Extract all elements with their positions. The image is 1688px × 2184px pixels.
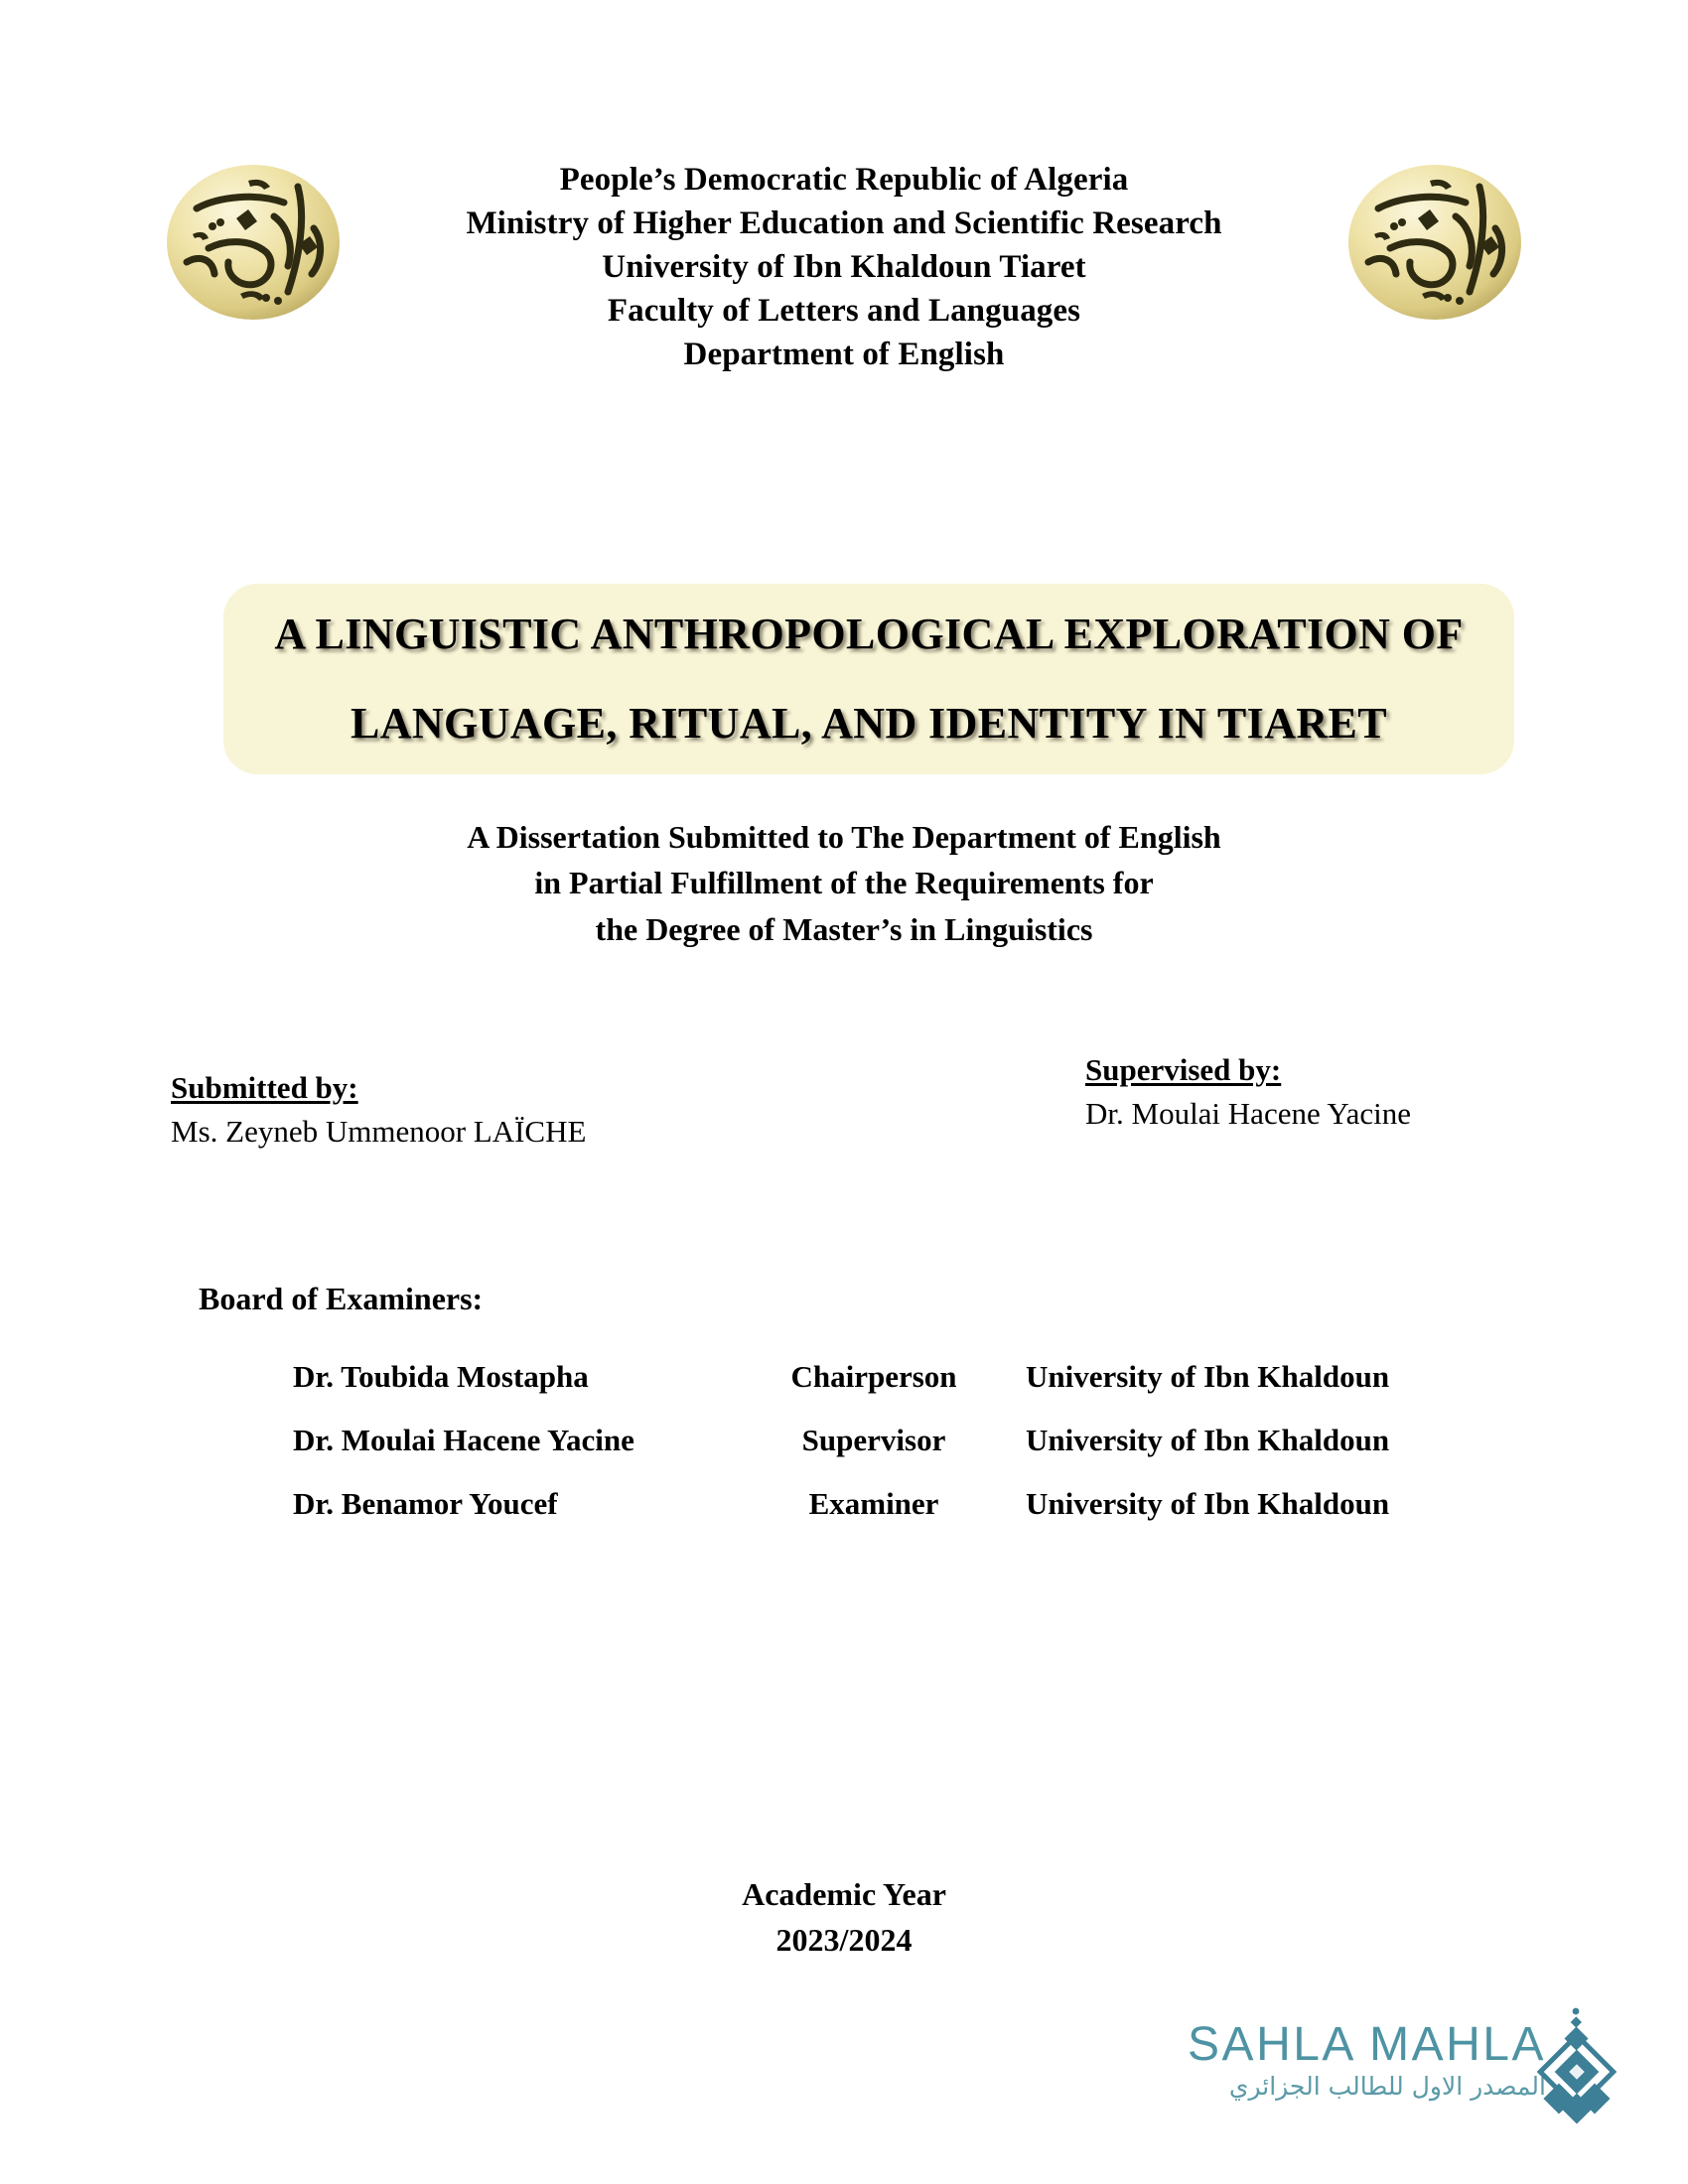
title-line-2: LANGUAGE, RITUAL, AND IDENTITY IN TIARET xyxy=(350,699,1388,748)
title-line-1: A LINGUISTIC ANTHROPOLOGICAL EXPLORATION OF xyxy=(274,610,1464,658)
table-row xyxy=(293,1345,1389,1409)
header-block xyxy=(0,149,1688,376)
submission-line-3: the Degree of Master’s in Linguistics xyxy=(595,910,1093,947)
header-line-3: University of Ibn Khaldoun Tiaret xyxy=(602,248,1086,285)
academic-year-value: 2023/2024 xyxy=(775,1922,913,1959)
header-institution-text xyxy=(397,149,1291,376)
submitted-by-group xyxy=(171,1070,586,1150)
supervised-by-label: Supervised by: xyxy=(1085,1052,1282,1087)
submission-statement xyxy=(0,814,1688,952)
submitted-by-label: Submitted by: xyxy=(171,1070,358,1105)
header-line-2: Ministry of Higher Education and Scientific Research xyxy=(466,205,1222,241)
sahla-mahla-diamond-icon xyxy=(1528,2006,1623,2130)
header-line-5: Department of English xyxy=(683,336,1005,372)
submitted-by-name: Ms. Zeyneb Ummenoor LAÏCHE xyxy=(171,1114,587,1149)
sahla-mahla-watermark xyxy=(1177,2020,1623,2144)
board-of-examiners-table xyxy=(293,1345,1389,1536)
examiner-name: Dr. Toubida Mostapha xyxy=(293,1359,589,1394)
supervised-by-name: Dr. Moulai Hacene Yacine xyxy=(1085,1096,1411,1131)
academic-year-block xyxy=(0,1871,1688,1964)
header-line-1: People’s Democratic Republic of Algeria xyxy=(559,162,1129,198)
sahla-mahla-text xyxy=(1177,2020,1546,2102)
examiner-role: Supervisor xyxy=(801,1423,946,1457)
board-of-examiners-heading: Board of Examiners: xyxy=(199,1281,484,1316)
examiner-name: Dr. Moulai Hacene Yacine xyxy=(293,1423,634,1457)
university-seal-right-icon xyxy=(1331,157,1539,326)
dissertation-title-box xyxy=(223,584,1514,774)
examiner-institution: University of Ibn Khaldoun xyxy=(1026,1486,1390,1521)
examiner-institution: University of Ibn Khaldoun xyxy=(1026,1359,1390,1394)
submission-line-2: in Partial Fulfillment of the Requirements for xyxy=(534,865,1154,901)
submission-line-1: A Dissertation Submitted to The Department of English xyxy=(467,819,1221,855)
sahla-mahla-tagline: المصدر الاول للطالب الجزائري xyxy=(1228,2072,1546,2102)
university-seal-left-icon xyxy=(149,157,357,326)
supervised-by-group xyxy=(1085,1052,1411,1132)
examiner-name: Dr. Benamor Youcef xyxy=(293,1486,558,1521)
header-line-4: Faculty of Letters and Languages xyxy=(607,292,1081,329)
examiner-role: Examiner xyxy=(808,1486,939,1521)
academic-year-label: Academic Year xyxy=(742,1876,946,1912)
examiner-institution: University of Ibn Khaldoun xyxy=(1026,1423,1390,1457)
authorship-block xyxy=(0,1052,1688,1181)
table-row xyxy=(293,1472,1389,1536)
sahla-mahla-name: SAHLA MAHLA xyxy=(1188,2018,1546,2071)
examiner-role: Chairperson xyxy=(790,1359,957,1394)
board-of-examiners-block xyxy=(0,1281,1688,1536)
table-row xyxy=(293,1409,1389,1472)
